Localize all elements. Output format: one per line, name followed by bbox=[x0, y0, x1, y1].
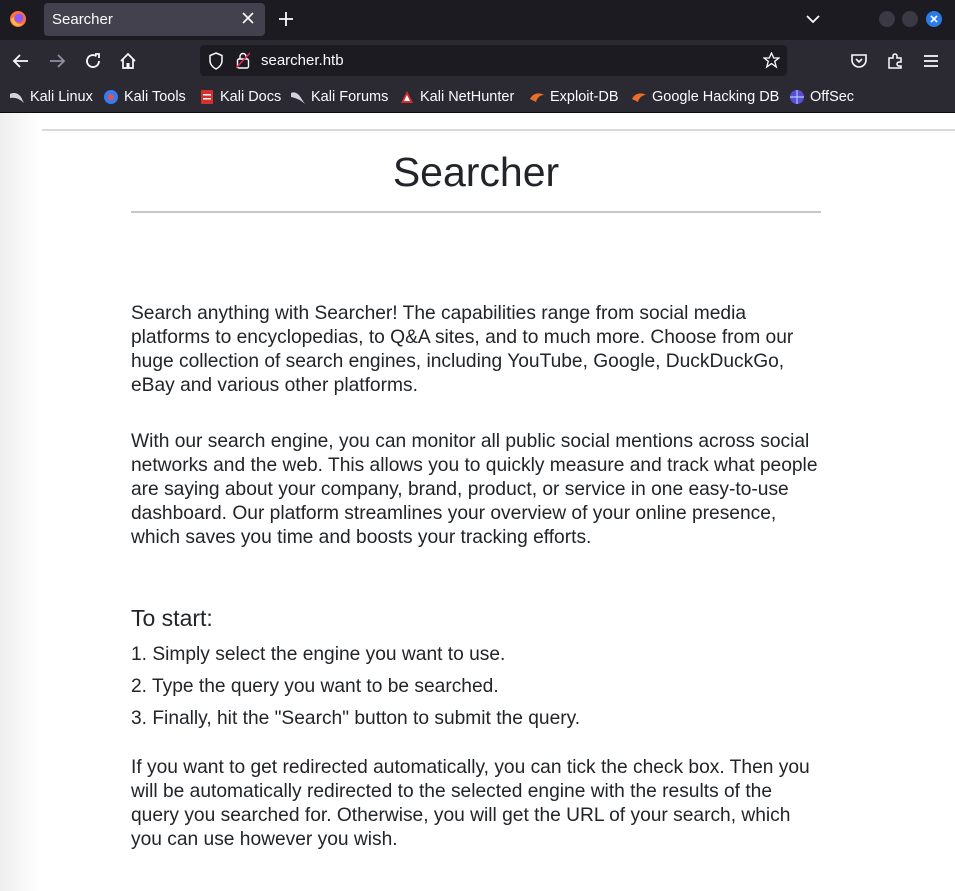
bookmark-star-icon[interactable] bbox=[763, 52, 780, 69]
bookmark-label: Kali Tools bbox=[124, 89, 186, 105]
bookmark-label: Kali Linux bbox=[30, 89, 93, 105]
new-tab-icon[interactable] bbox=[278, 11, 294, 27]
bookmark-kali-linux[interactable] bbox=[9, 88, 93, 106]
tab-searcher[interactable] bbox=[44, 3, 265, 36]
firefox-icon[interactable] bbox=[9, 10, 27, 28]
bookmark-label: Google Hacking DB bbox=[652, 89, 780, 105]
bookmark-label: Kali Forums bbox=[311, 89, 389, 105]
bookmarks-toolbar bbox=[0, 82, 955, 113]
forward-arrow-icon[interactable] bbox=[48, 52, 66, 70]
step-3: 3. Finally, hit the "Search" button to submit the query. bbox=[131, 708, 581, 729]
shield-icon[interactable] bbox=[208, 52, 224, 70]
page-top-divider bbox=[0, 129, 955, 131]
step-1: 1. Simply select the engine you want to use. bbox=[131, 644, 506, 665]
maximize-button[interactable] bbox=[902, 11, 918, 27]
page-title: Searcher bbox=[392, 149, 560, 195]
intro-paragraph: Search anything with Searcher! The capabilities range from social media platforms to encyclopedias, to Q&A sites, and to much more. Choose from our huge collection of search engines, including YouTube, Google, DuckDuckGo, eBay and various other platforms. bbox=[131, 303, 794, 396]
bookmark-exploit-db[interactable] bbox=[529, 88, 619, 106]
kali-dragon-icon bbox=[9, 89, 25, 105]
insecure-lock-icon[interactable] bbox=[236, 52, 250, 69]
bookmark-label: Kali Docs bbox=[220, 89, 282, 105]
kali-docs-icon bbox=[199, 89, 215, 105]
address-bar[interactable] bbox=[200, 45, 787, 76]
home-icon[interactable] bbox=[119, 52, 137, 70]
window-close-button[interactable] bbox=[926, 11, 942, 27]
tab-bar bbox=[0, 0, 955, 40]
close-tab-icon[interactable] bbox=[241, 11, 255, 25]
to-start-heading: To start: bbox=[131, 605, 213, 631]
bookmark-label: OffSec bbox=[810, 89, 855, 105]
bookmark-kali-forums[interactable] bbox=[290, 88, 388, 106]
url-text[interactable]: searcher.htb bbox=[261, 52, 344, 69]
bookmark-kali-nethunter[interactable] bbox=[399, 88, 514, 106]
exploit-db-icon bbox=[529, 89, 545, 105]
chevron-down-icon[interactable] bbox=[805, 12, 821, 26]
kali-tools-icon bbox=[103, 89, 119, 105]
back-arrow-icon[interactable] bbox=[12, 52, 30, 70]
page-left-shade bbox=[0, 113, 42, 891]
tab-title: Searcher bbox=[52, 11, 113, 28]
bookmark-kali-docs[interactable] bbox=[199, 88, 281, 106]
pocket-icon[interactable] bbox=[850, 52, 868, 70]
ghdb-icon bbox=[631, 89, 647, 105]
close-icon bbox=[930, 15, 938, 23]
reload-icon[interactable] bbox=[84, 52, 102, 70]
extensions-icon[interactable] bbox=[886, 52, 904, 70]
title-divider bbox=[131, 211, 821, 213]
minimize-button[interactable] bbox=[879, 11, 895, 27]
offsec-icon bbox=[789, 89, 805, 105]
hamburger-menu-icon[interactable] bbox=[922, 52, 940, 70]
navigation-toolbar bbox=[0, 40, 955, 82]
redirect-paragraph: If you want to get redirected automatically, you can tick the check box. Then you will be automatically redirected to the selected engine with the results of the query you searched for. Otherwise, you will get the URL of your search, which you can use however you wish. bbox=[131, 757, 810, 850]
bookmark-kali-tools[interactable] bbox=[103, 88, 186, 106]
monitor-paragraph: With our search engine, you can monitor all public social mentions across social networks and the web. This allows you to quickly measure and track what people are saying about your company, brand, product, or service in one easy-to-use dashboard. Our platform streamlines your overview of your online presence, which saves you time and boosts your tracking efforts. bbox=[131, 431, 818, 548]
step-2: 2. Type the query you want to be searched. bbox=[131, 676, 499, 697]
kali-forums-icon bbox=[290, 89, 306, 105]
bookmark-label: Kali NetHunter bbox=[420, 89, 515, 105]
bookmark-offsec[interactable] bbox=[789, 88, 854, 106]
bookmark-label: Exploit-DB bbox=[550, 89, 619, 105]
bookmark-google-hacking-db[interactable] bbox=[631, 88, 779, 106]
nethunter-icon bbox=[399, 89, 415, 105]
